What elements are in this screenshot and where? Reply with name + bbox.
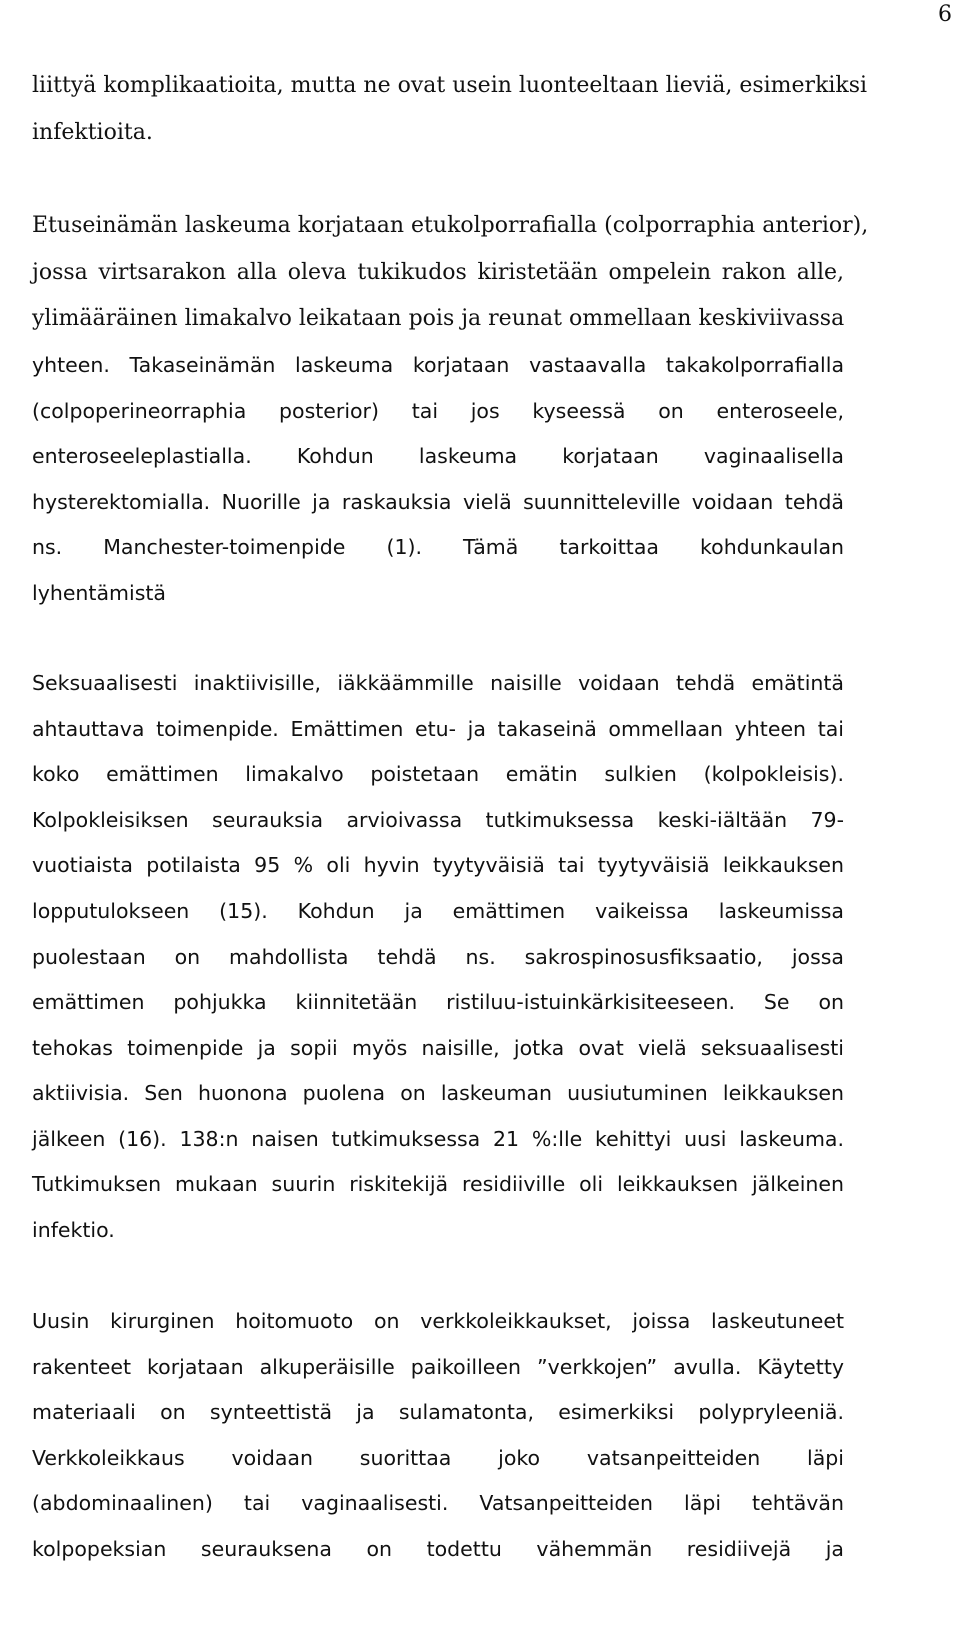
paragraph-line: materiaali on synteettistä ja sulamatonta, esimerkiksi polypryleeniä. [32,1400,844,1424]
paragraph-line: lyhentämistä [32,581,166,605]
paragraph-line: Kolpokleisiksen seurauksia arvioivassa tutkimuksessa keski-iältään 79- [32,808,844,832]
paragraph-line: jälkeen (16). 138:n naisen tutkimuksessa 21 %:lle kehittyi uusi laskeuma. [32,1127,844,1151]
paragraph-line: infektioita. [32,120,153,145]
paragraph-line: Verkkoleikkaus voidaan suorittaa joko vatsanpeitteiden läpi [32,1446,844,1470]
paragraph-line: vuotiaista potilaista 95 % oli hyvin tyytyväisiä tai tyytyväisiä leikkauksen [32,853,844,877]
paragraph-line: jossa virtsarakon alla oleva tukikudos kiristetään ompelein rakon alle, [32,260,844,285]
paragraph-line: enteroseeleplastialla. Kohdun laskeuma korjataan vaginaalisella [32,444,844,468]
paragraph-line: Etuseinämän laskeuma korjataan etukolporrafialla (colporraphia anterior), [32,213,869,238]
paragraph-line: lopputulokseen (15). Kohdun ja emättimen vaikeissa laskeumissa [32,899,844,923]
paragraph-line: yhteen. Takaseinämän laskeuma korjataan vastaavalla takakolporrafialla [32,353,844,377]
paragraph-line: aktiivisia. Sen huonona puolena on laskeuman uusiutuminen leikkauksen [32,1081,844,1105]
paragraph-line: Seksuaalisesti inaktiivisille, iäkkäämmille naisille voidaan tehdä emätintä [32,671,844,695]
paragraph-line: kolpopeksian seurauksena on todettu vähemmän residiivejä ja [32,1537,844,1561]
paragraph-line: rakenteet korjataan alkuperäisille paikoilleen ”verkkojen” avulla. Käytetty [32,1355,844,1379]
paragraph-line: hysterektomialla. Nuorille ja raskauksia vielä suunnitteleville voidaan tehdä [32,490,844,514]
paragraph-line: liittyä komplikaatioita, mutta ne ovat usein luonteeltaan lieviä, esimerkiksi [32,73,868,98]
paragraph-line: koko emättimen limakalvo poistetaan emätin sulkien (kolpokleisis). [32,762,844,786]
paragraph-line: (colpoperineorraphia posterior) tai jos kyseessä on enteroseele, [32,399,844,423]
paragraph-line: tehokas toimenpide ja sopii myös naisille, jotka ovat vielä seksuaalisesti [32,1036,844,1060]
paragraph-line: Uusin kirurginen hoitomuoto on verkkoleikkaukset, joissa laskeutuneet [32,1309,844,1333]
paragraph-line: emättimen pohjukka kiinnitetään ristiluu-istuinkärkisiteeseen. Se on [32,990,844,1014]
paragraph-line: ahtauttava toimenpide. Emättimen etu- ja takaseinä ommellaan yhteen tai [32,717,844,741]
paragraph-line: ns. Manchester-toimenpide (1). Tämä tarkoittaa kohdunkaulan [32,535,844,559]
paragraph-line: puolestaan on mahdollista tehdä ns. sakrospinosusfiksaatio, jossa [32,945,844,969]
paragraph-line: infektio. [32,1218,115,1242]
page-number: 6 [938,2,952,27]
paragraph-line: Tutkimuksen mukaan suurin riskitekijä residiiville oli leikkauksen jälkeinen [32,1172,844,1196]
paragraph-line: (abdominaalinen) tai vaginaalisesti. Vatsanpeitteiden läpi tehtävän [32,1491,844,1515]
paragraph-line: ylimääräinen limakalvo leikataan pois ja reunat ommellaan keskiviivassa [32,306,845,331]
